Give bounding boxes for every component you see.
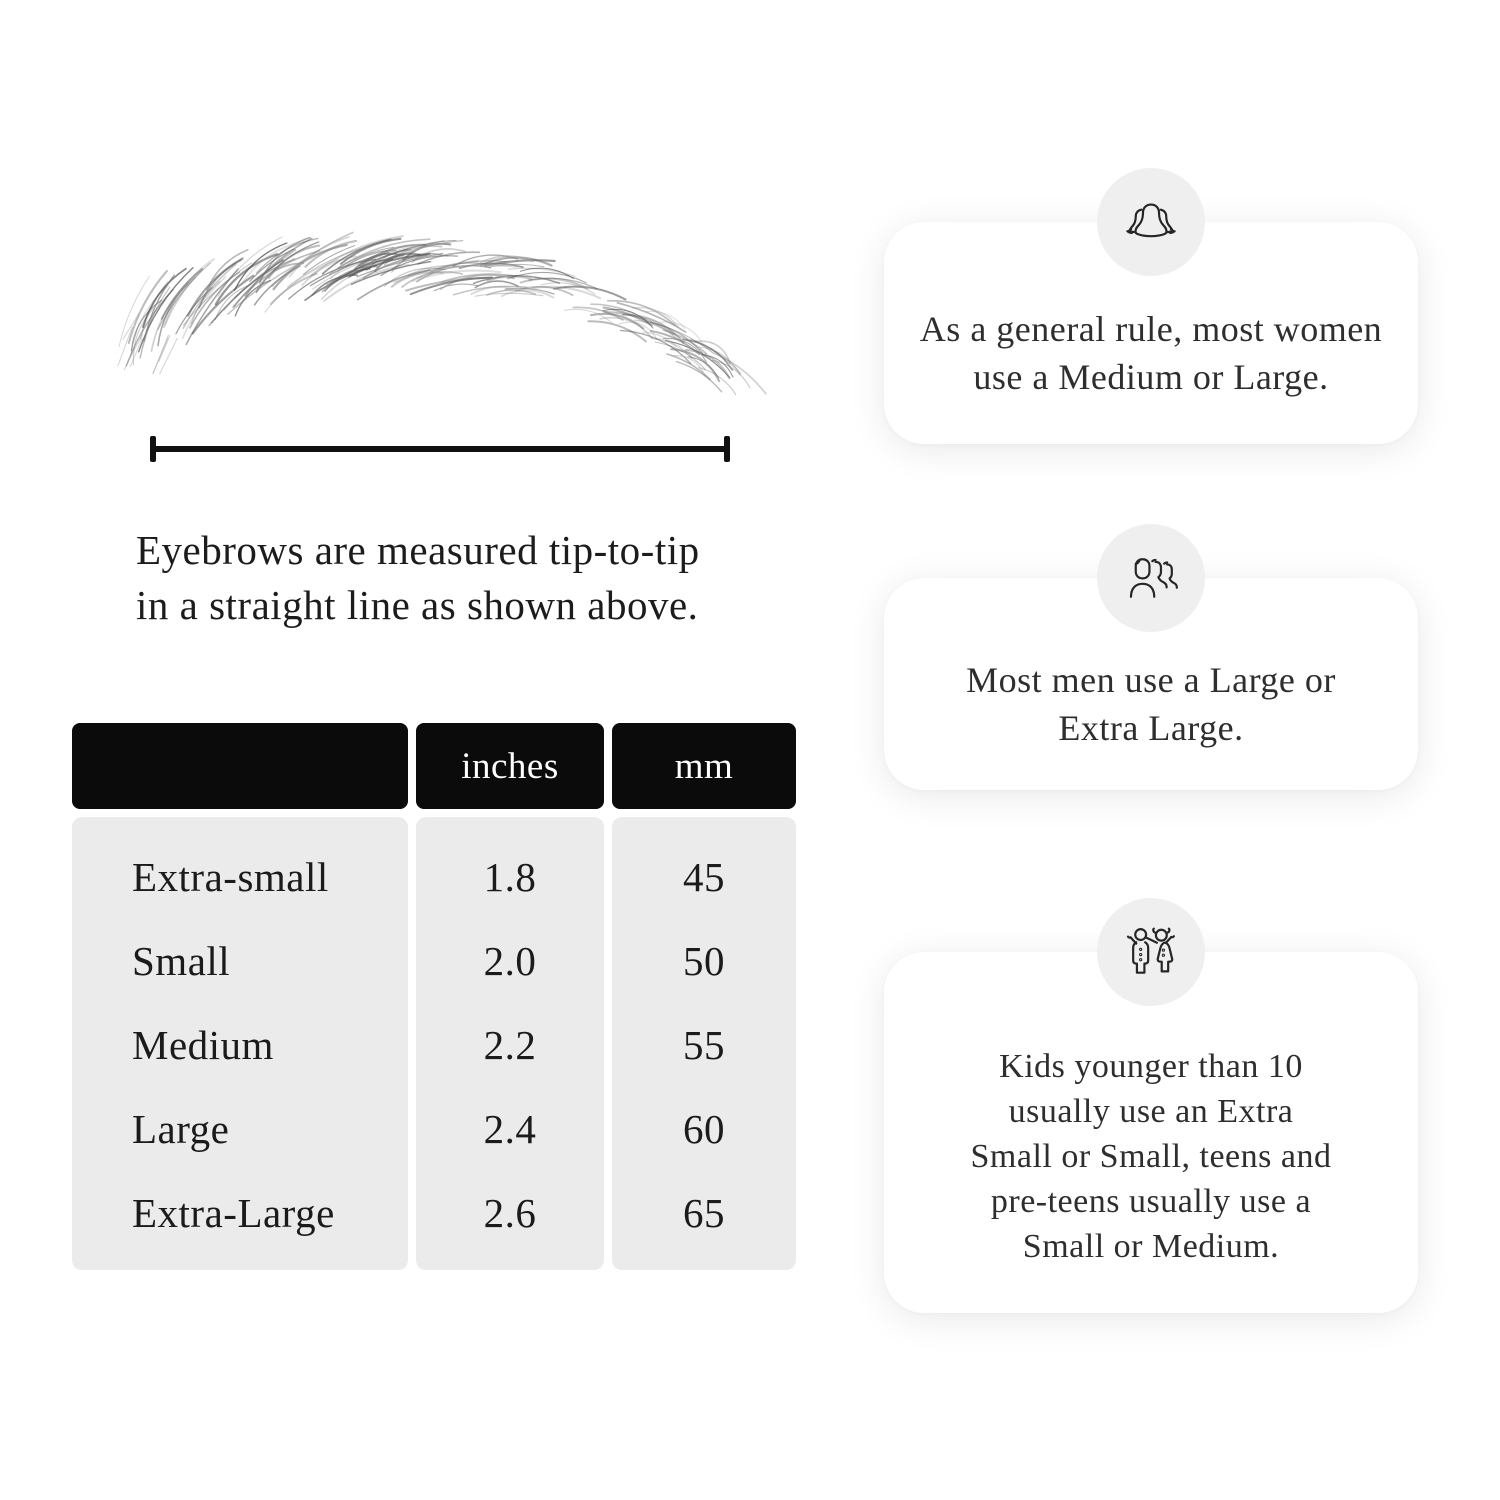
size-table-column-inches — [416, 723, 604, 1270]
size-table-mm-body — [612, 817, 796, 1270]
table-cell-mm: 60 — [683, 1106, 725, 1152]
card-kids-line-4: pre-teens usually use a — [990, 1183, 1312, 1220]
caption-line-1: Eyebrows are measured tip-to-tip — [136, 527, 700, 573]
measurement-line — [150, 436, 730, 462]
table-row-label: Extra-small — [132, 854, 329, 900]
info-card-kids — [884, 952, 1418, 1313]
card-women-text — [920, 305, 1382, 401]
table-cell-inches: 2.4 — [483, 1106, 537, 1152]
info-card-women — [884, 222, 1418, 444]
size-table-inches-body — [416, 817, 604, 1270]
card-men-line-2: Extra Large. — [1058, 708, 1244, 748]
table-cell-mm: 55 — [683, 1022, 725, 1068]
table-cell-mm: 45 — [683, 854, 725, 900]
table-row-label: Large — [132, 1106, 230, 1152]
card-kids-line-2: usually use an Extra — [1008, 1093, 1294, 1130]
table-cell-mm: 65 — [683, 1190, 725, 1236]
card-men-text — [966, 656, 1336, 752]
eyebrow-illustration — [112, 230, 764, 422]
card-women-line-2: use a Medium or Large. — [973, 357, 1329, 397]
men-group-icon — [1097, 524, 1205, 632]
card-men-line-1: Most men use a Large or — [966, 660, 1336, 700]
size-table-header-mm: mm — [612, 723, 796, 809]
size-table-header-inches: inches — [416, 723, 604, 809]
caption-line-2: in a straight line as shown above. — [136, 582, 699, 628]
table-cell-inches: 2.0 — [483, 938, 537, 984]
table-row-label: Medium — [132, 1022, 274, 1068]
table-row-label: Extra-Large — [132, 1190, 335, 1236]
measurement-caption — [136, 523, 776, 633]
card-kids-line-3: Small or Small, teens and — [970, 1138, 1332, 1175]
card-kids-line-5: Small or Medium. — [1022, 1228, 1280, 1265]
measure-bar — [150, 446, 730, 452]
table-row-label: Small — [132, 938, 231, 984]
card-women-line-1: As a general rule, most women — [919, 309, 1383, 349]
size-table-column-mm — [612, 723, 796, 1270]
size-table-label-body — [72, 817, 408, 1270]
size-table-header-blank — [72, 723, 408, 809]
size-table — [72, 723, 796, 1270]
table-cell-mm: 50 — [683, 938, 725, 984]
card-kids-text — [971, 1044, 1332, 1269]
table-cell-inches: 2.6 — [483, 1190, 537, 1236]
women-group-icon — [1097, 168, 1205, 276]
table-cell-inches: 2.2 — [483, 1022, 537, 1068]
table-cell-inches: 1.8 — [483, 854, 537, 900]
card-kids-line-1: Kids younger than 10 — [999, 1048, 1303, 1085]
info-card-men — [884, 578, 1418, 790]
measure-tick-right — [724, 436, 730, 462]
kids-icon — [1097, 898, 1205, 1006]
size-table-column-labels — [72, 723, 408, 1270]
